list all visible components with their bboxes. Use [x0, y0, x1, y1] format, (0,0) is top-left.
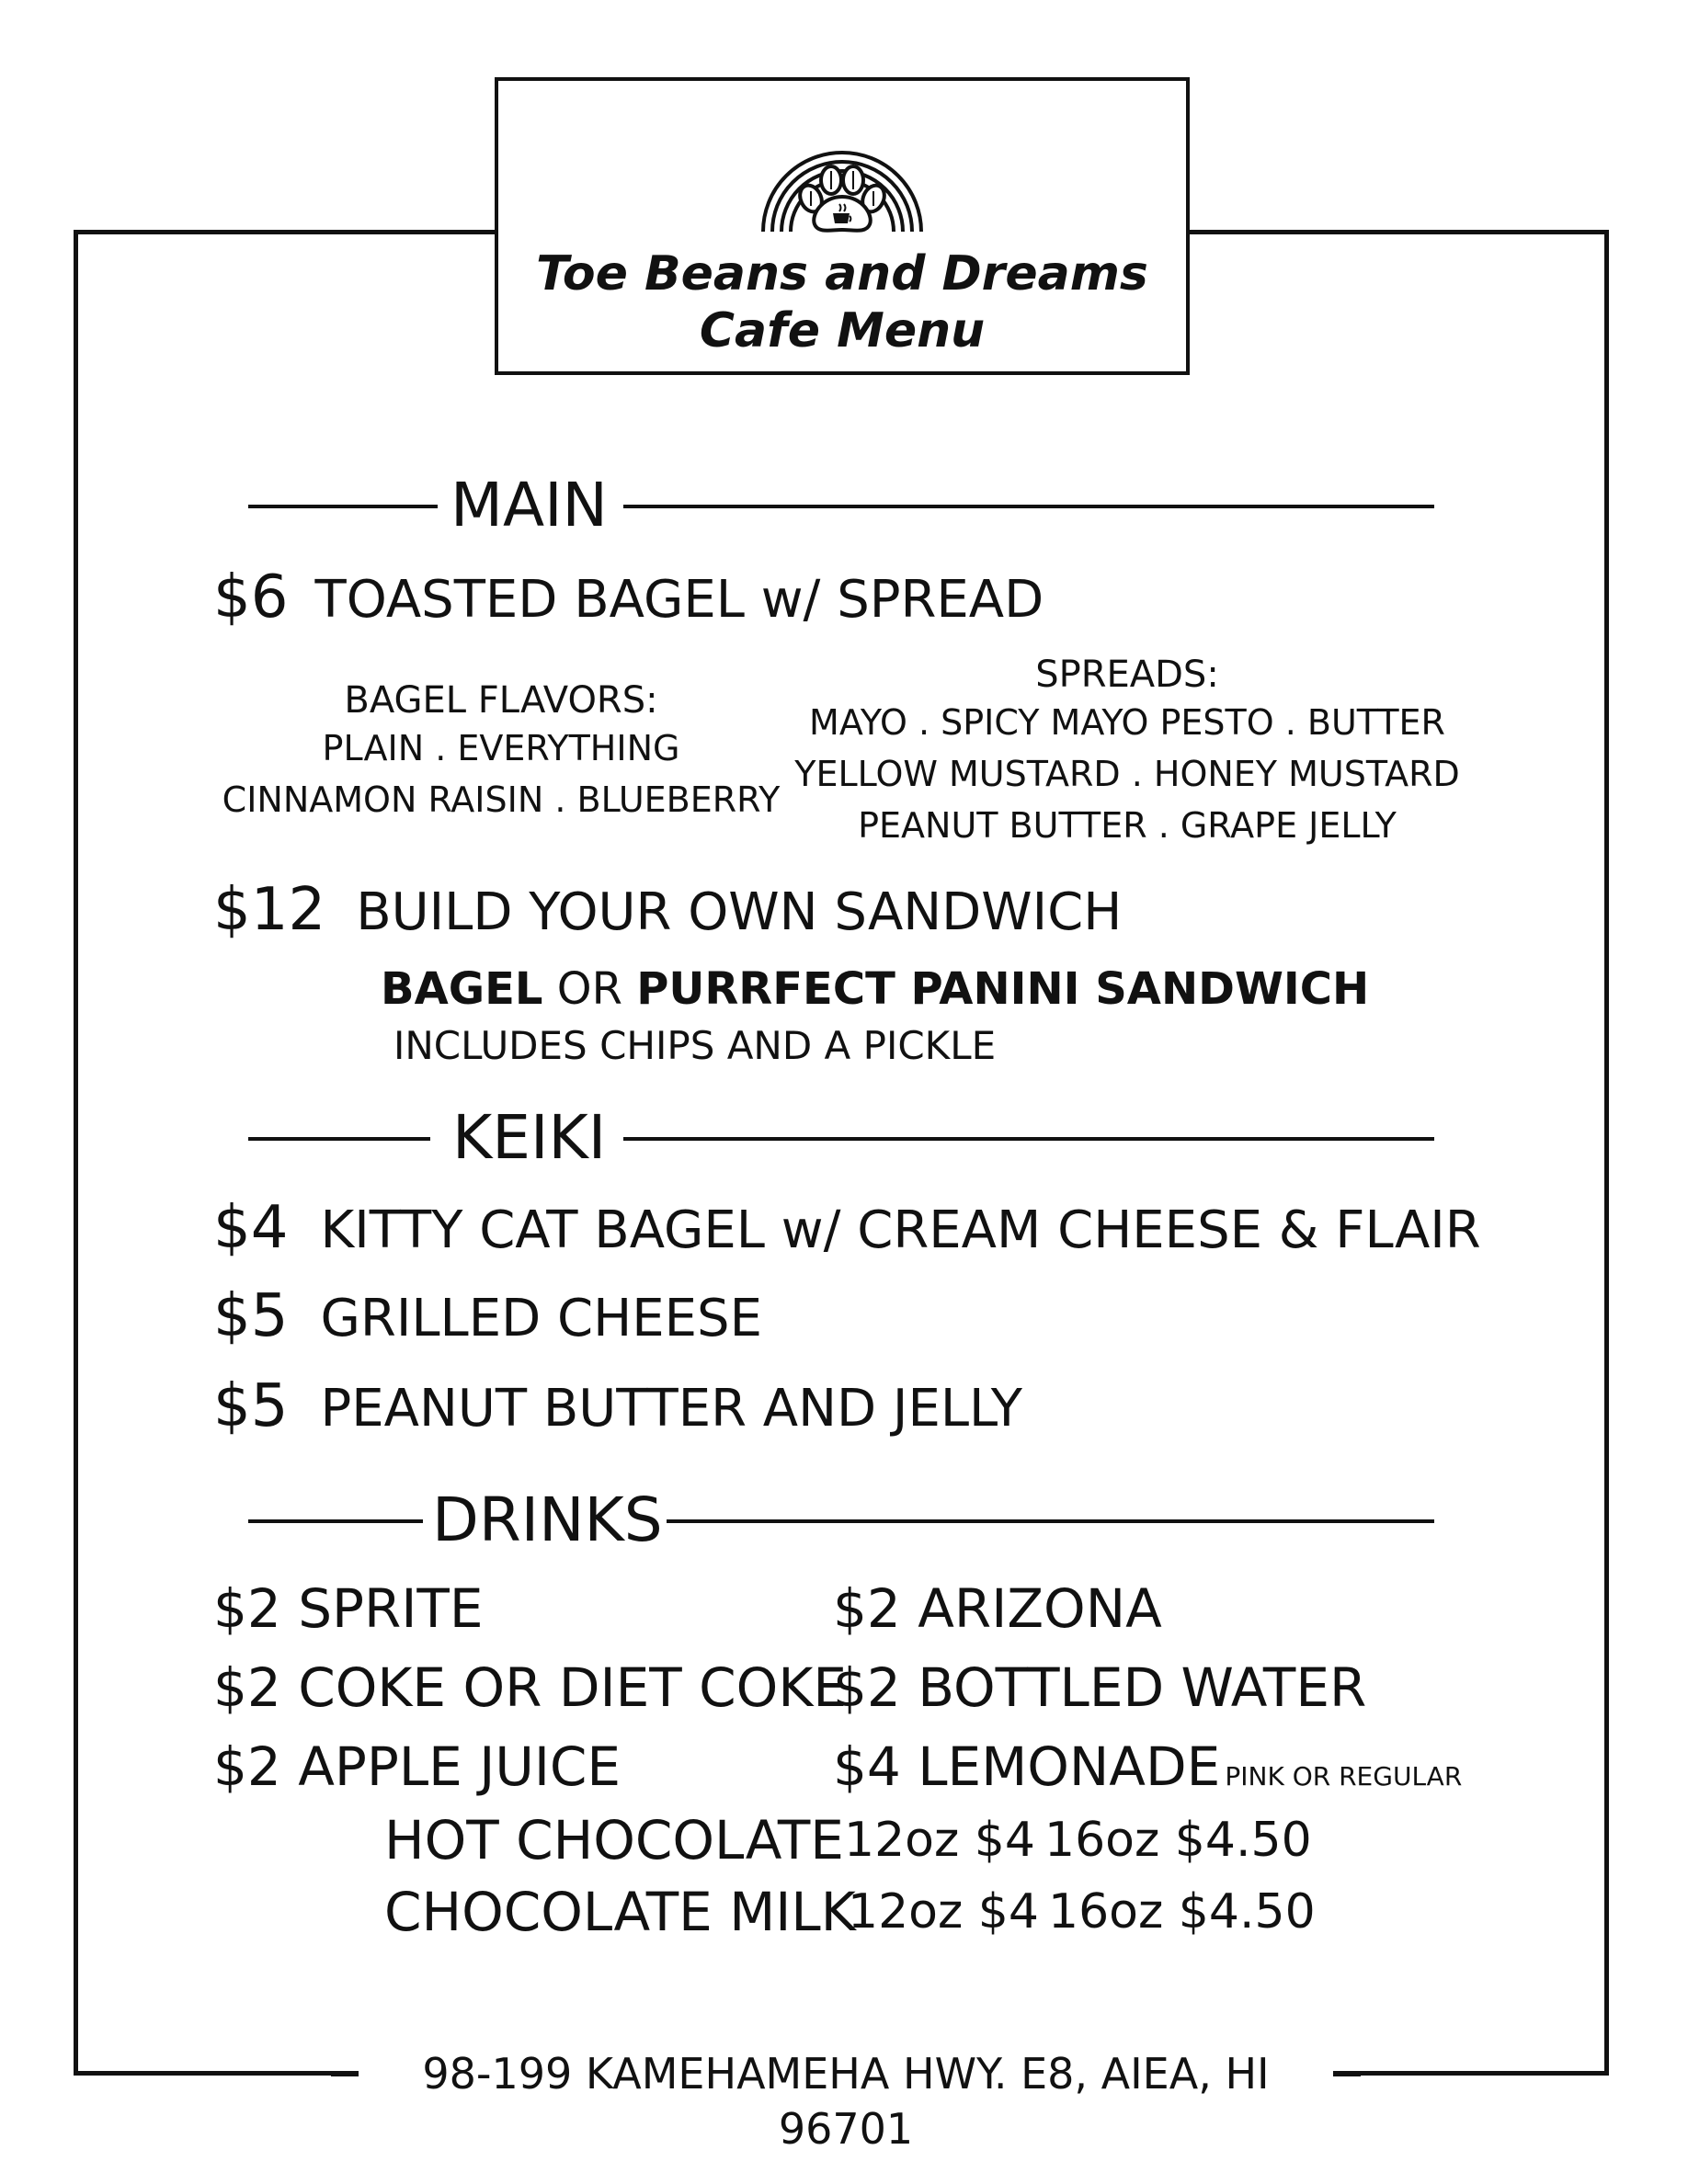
section-heading-main: MAIN	[451, 470, 608, 540]
section-rule-right	[623, 1137, 1434, 1141]
drink-coke: $2 COKE OR DIET COKE	[213, 1656, 848, 1719]
drink-chocolate-milk: CHOCOLATE MILK	[384, 1881, 856, 1943]
section-main	[248, 469, 1434, 542]
drink-lemonade-label: $4 LEMONADE	[833, 1735, 1221, 1798]
drink-bottled-water: $2 BOTTLED WATER	[833, 1656, 1367, 1719]
paw-coffee-rainbow-logo-icon	[758, 116, 927, 235]
bagel-flavors-line: CINNAMON RAISIN . BLUEBERRY	[222, 779, 781, 820]
spreads-line: PEANUT BUTTER . GRAPE JELLY	[858, 805, 1397, 846]
section-rule-left	[248, 1519, 423, 1523]
section-heading-drinks: DRINKS	[432, 1484, 663, 1555]
spreads-heading: SPREADS:	[1035, 654, 1219, 696]
drink-apple-juice: $2 APPLE JUICE	[213, 1735, 622, 1798]
drink-hot-chocolate: HOT CHOCOLATE	[384, 1809, 844, 1871]
section-rule-right	[623, 505, 1434, 508]
lemonade-note: PINK OR REGULAR	[1225, 1761, 1463, 1792]
drink-sprite: $2 SPRITE	[213, 1577, 484, 1640]
title-box	[495, 77, 1190, 375]
spreads	[787, 653, 1467, 851]
menu-subtitle: Cafe Menu	[699, 303, 986, 358]
item-name: PEANUT BUTTER AND JELLY	[320, 1379, 1022, 1439]
menu-item-grilled-cheese	[213, 1281, 762, 1354]
bagel-flavors-line: PLAIN . EVERYTHING	[322, 728, 680, 768]
item-price: $4	[213, 1194, 289, 1262]
section-heading-keiki: KEIKI	[452, 1102, 607, 1173]
section-keiki	[248, 1101, 1434, 1175]
hot-chocolate-12oz: 12oz $4	[844, 1813, 1035, 1868]
sandwich-option-bagel: BAGEL	[381, 963, 543, 1015]
menu-title: Toe Beans and Dreams	[536, 246, 1148, 301]
chocolate-milk-12oz: 12oz $4	[848, 1884, 1039, 1939]
spreads-line: YELLOW MUSTARD . HONEY MUSTARD	[794, 754, 1460, 794]
item-price: $5	[213, 1372, 289, 1440]
item-price: $6	[213, 563, 289, 631]
section-drinks	[248, 1484, 1434, 1557]
drink-arizona: $2 ARIZONA	[833, 1577, 1162, 1640]
item-name: TOASTED BAGEL w/ SPREAD	[314, 570, 1044, 630]
hot-chocolate-16oz: 16oz $4.50	[1044, 1813, 1312, 1868]
footer-address: 98-199 KAMEHAMEHA HWY. E8, AIEA, HI 96701	[359, 2046, 1333, 2156]
menu-item-kitty-cat-bagel	[213, 1193, 1481, 1266]
footer	[331, 2046, 1361, 2154]
sandwich-options	[381, 961, 1369, 1017]
menu-item-bagel	[213, 563, 1044, 635]
section-rule-right	[667, 1519, 1434, 1523]
spreads-line: MAYO . SPICY MAYO PESTO . BUTTER	[809, 702, 1445, 743]
bagel-flavors	[202, 678, 800, 825]
item-price: $12	[213, 876, 326, 944]
section-rule-left	[248, 505, 438, 508]
section-rule-left	[248, 1137, 430, 1141]
menu-item-sandwich	[213, 875, 1122, 948]
item-price: $5	[213, 1282, 289, 1350]
chocolate-milk-16oz: 16oz $4.50	[1048, 1884, 1316, 1939]
item-name: BUILD YOUR OWN SANDWICH	[356, 882, 1123, 942]
item-name: GRILLED CHEESE	[320, 1289, 762, 1348]
menu-item-pbj	[213, 1371, 1022, 1444]
item-name: KITTY CAT BAGEL w/ CREAM CHEESE & FLAIR	[320, 1200, 1481, 1260]
bagel-flavors-heading: BAGEL FLAVORS:	[344, 679, 658, 722]
sandwich-option-panini: PURRFECT PANINI SANDWICH	[636, 963, 1370, 1015]
drink-lemonade	[833, 1734, 1462, 1800]
sandwich-note: INCLUDES CHIPS AND A PICKLE	[393, 1023, 997, 1068]
sandwich-option-or: OR	[556, 963, 622, 1015]
